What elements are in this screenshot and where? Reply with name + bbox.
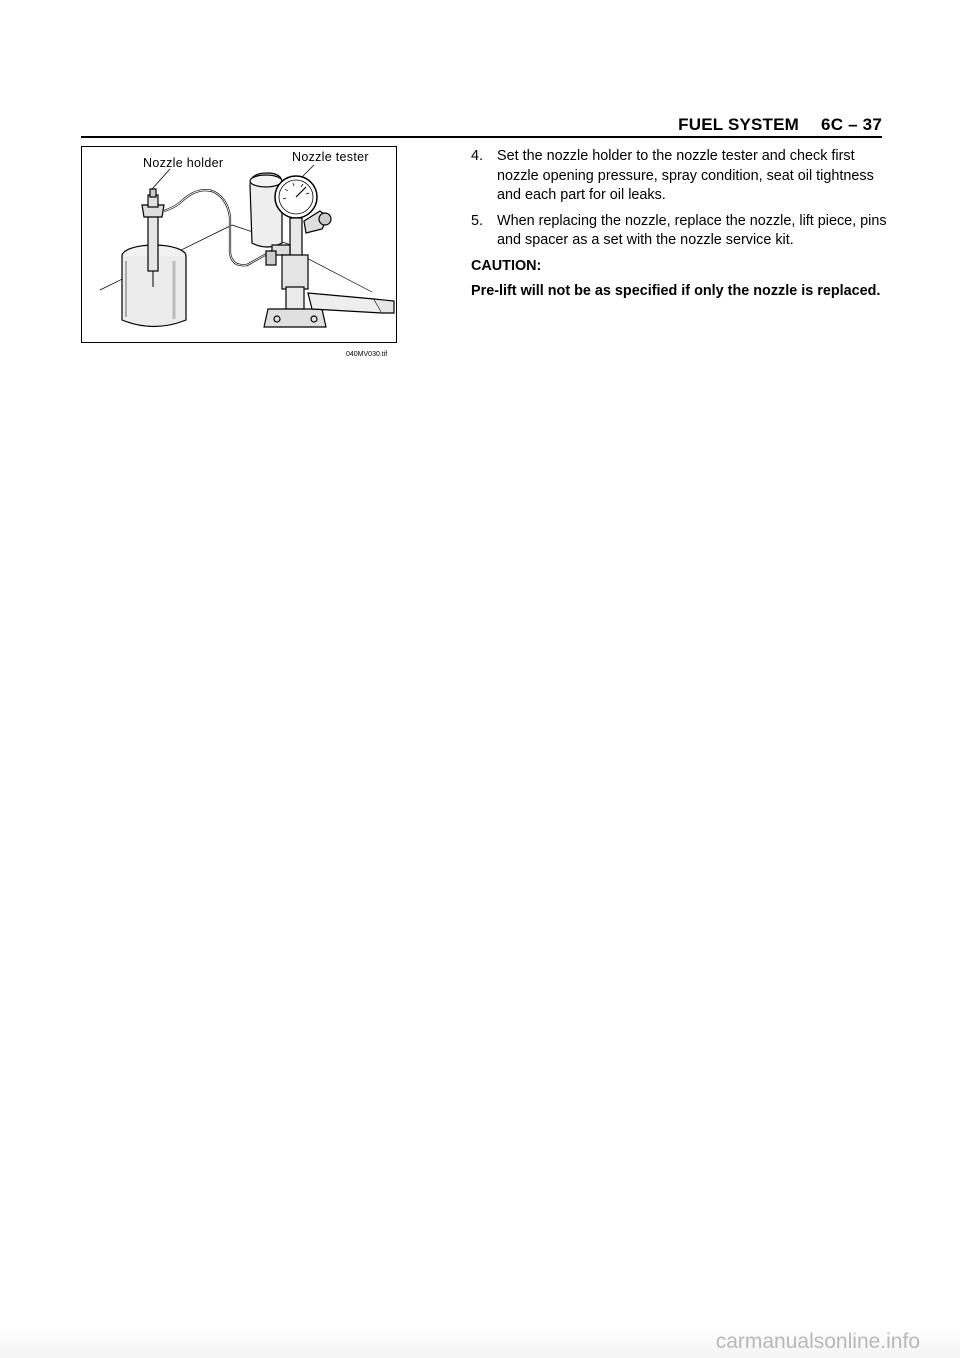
section-title: FUEL SYSTEM bbox=[678, 115, 800, 134]
step-text: Set the nozzle holder to the nozzle tester and check first nozzle opening pressure, spray condition, seat oil tightness and each part for oil leaks. bbox=[497, 148, 874, 203]
illustration-drawing bbox=[82, 147, 398, 344]
step-item bbox=[471, 147, 891, 206]
caution-label: CAUTION: bbox=[471, 257, 542, 274]
page-header bbox=[678, 115, 882, 135]
step-item bbox=[471, 212, 891, 251]
figure-caption: 040MV030.tif bbox=[346, 351, 388, 358]
label-nozzle-tester: Nozzle tester bbox=[292, 150, 369, 164]
step-number: 4. bbox=[471, 148, 484, 164]
nozzle-test-illustration bbox=[81, 146, 397, 343]
caution-text: Pre-lift will not be as specified if only the nozzle is replaced. bbox=[471, 283, 881, 299]
instruction-text bbox=[471, 147, 891, 302]
watermark: carmanualsonline.info bbox=[715, 1330, 920, 1353]
step-number: 5. bbox=[471, 212, 484, 229]
step-text: When replacing the nozzle, replace the nozzle, lift piece, pins and spacer as a set with the nozzle service kit. bbox=[497, 212, 887, 248]
label-nozzle-holder: Nozzle holder bbox=[143, 156, 224, 170]
page-number: 6C – 37 bbox=[821, 115, 882, 134]
header-rule bbox=[81, 136, 882, 138]
